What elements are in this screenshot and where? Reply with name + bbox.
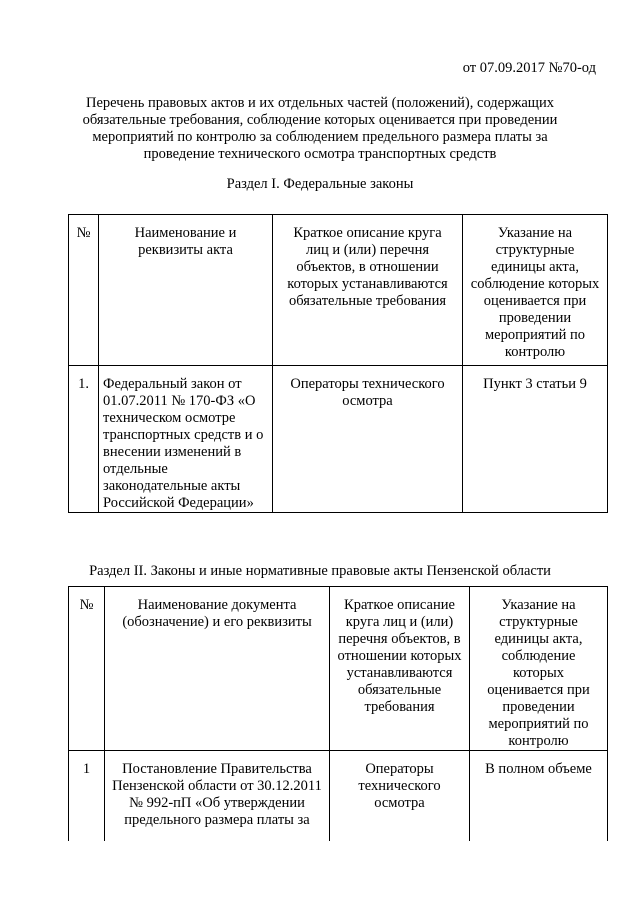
header-name: Наименование документа (обозначение) и его реквизиты (105, 587, 330, 751)
section-2-heading: Раздел II. Законы и иные нормативные правовые акты Пензенской области (89, 563, 551, 579)
header-number: № (69, 215, 99, 366)
table-row (69, 366, 608, 513)
row-structural-unit: В полном объеме (470, 751, 608, 842)
title-line: мероприятий по контролю за соблюдением предельного размера платы за (92, 129, 548, 145)
table-row (69, 751, 608, 842)
table-header-row (69, 215, 608, 366)
title-line: проведение технического осмотра транспортных средств (143, 146, 497, 162)
title-line: обязательные требования, соблюдение которых оценивается при проведении (82, 112, 558, 128)
header-description: Краткое описание круга лиц и (или) перечня объектов, в отношении которых устанавливаются обязательные требования (330, 587, 470, 751)
row-structural-unit: Пункт 3 статьи 9 (463, 366, 608, 513)
row-number: 1. (69, 366, 99, 513)
header-description: Краткое описание круга лиц и (или) перечня объектов, в отношении которых устанавливаются обязательные требования (273, 215, 463, 366)
row-description: Операторы технического осмотра (273, 366, 463, 513)
document-reference: от 07.09.2017 №70-од (462, 60, 596, 76)
section-1-heading: Раздел I. Федеральные законы (226, 176, 414, 192)
table-header-row (69, 587, 608, 751)
document-title (60, 95, 580, 163)
header-structural-unit: Указание на структурные единицы акта, соблюдение которых оценивается при проведении мероприятий по контролю (470, 587, 608, 751)
row-act-name: Постановление Правительства Пензенской области от 30.12.2011 № 992-пП «Об утверждении предельного размера платы за (105, 751, 330, 842)
regional-acts-table (68, 586, 608, 841)
title-line: Перечень правовых актов и их отдельных частей (положений), содержащих (86, 95, 554, 111)
row-act-name: Федеральный закон от 01.07.2011 № 170-ФЗ «О техническом осмотре транспортных средств и о внесении изменений в отдельные законодательные акты Российской Федерации» (99, 366, 273, 513)
header-number: № (69, 587, 105, 751)
row-number: 1 (69, 751, 105, 842)
row-description: Операторы технического осмотра (330, 751, 470, 842)
header-name: Наименование и реквизиты акта (99, 215, 273, 366)
federal-laws-table (68, 214, 608, 513)
header-structural-unit: Указание на структурные единицы акта, соблюдение которых оценивается при проведении мероприятий по контролю (463, 215, 608, 366)
